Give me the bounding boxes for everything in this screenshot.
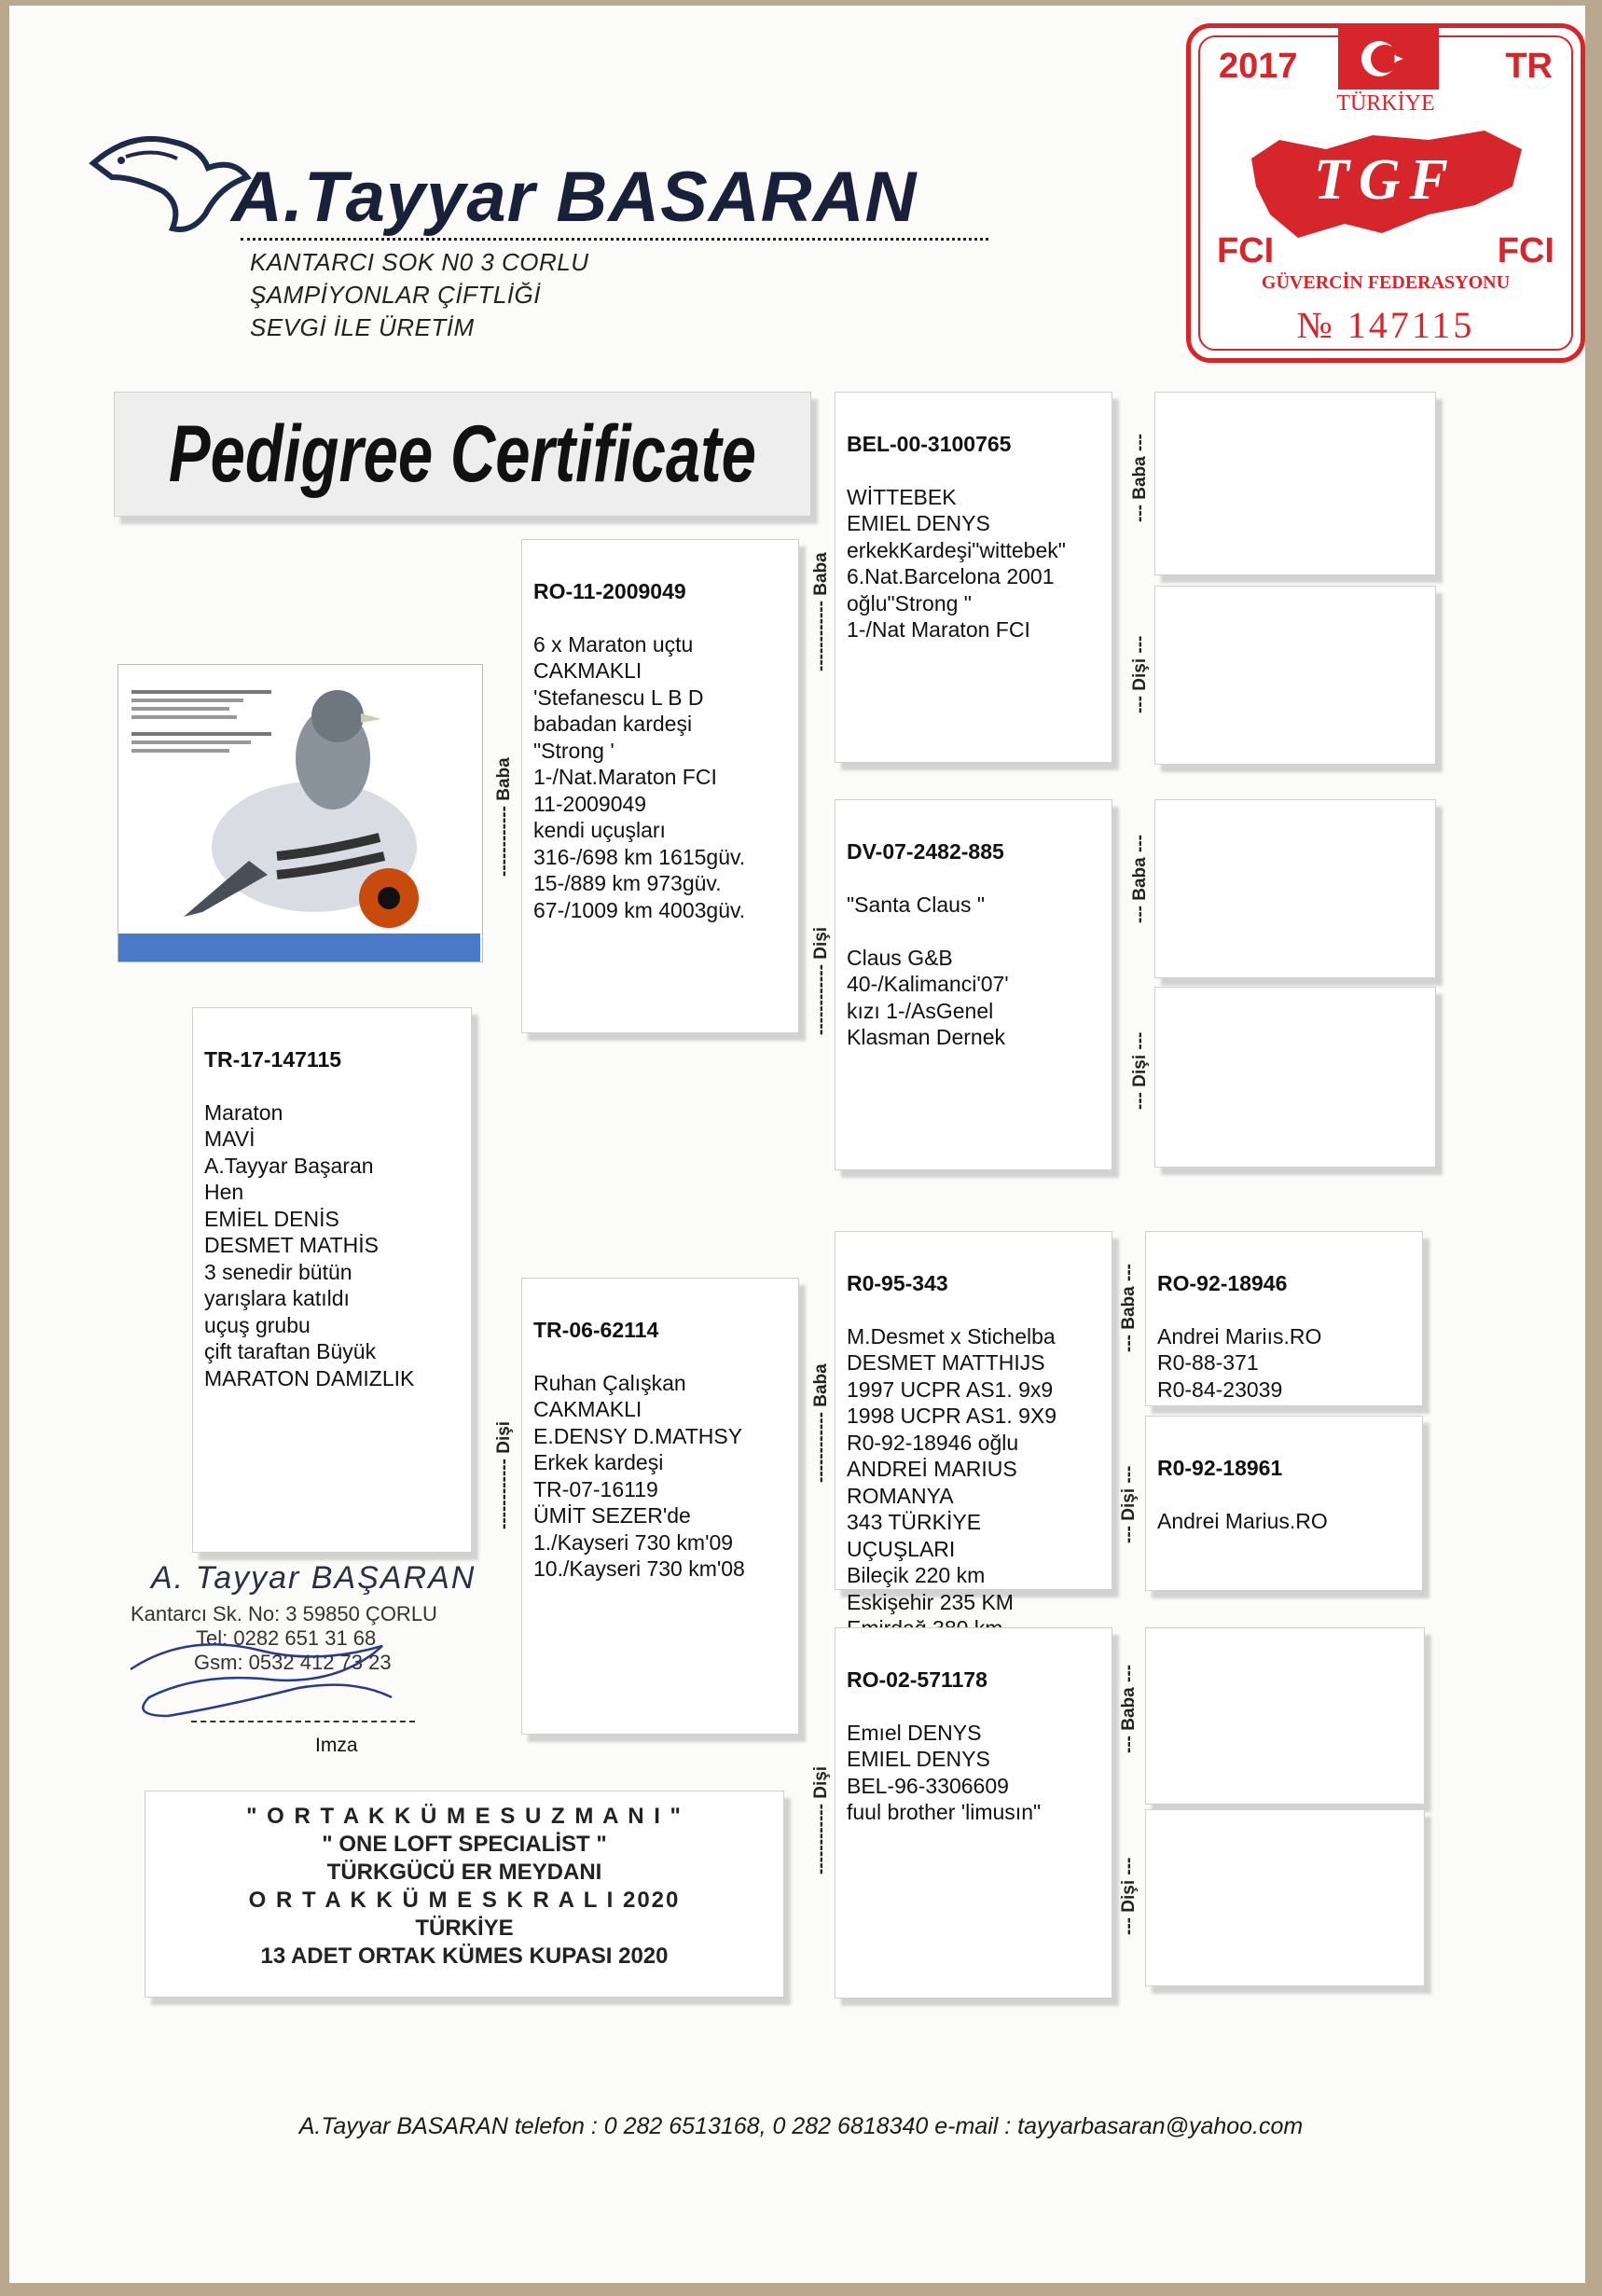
ggp-4-card <box>1154 987 1436 1168</box>
gp-sire-sire-card <box>835 392 1112 763</box>
stamp-country-code: TR <box>1505 47 1553 86</box>
sire-label: ------------ Baba <box>494 757 514 877</box>
signature-gsm: Gsm: 0532 412 73 23 <box>194 1651 392 1674</box>
ggp-4-label: --- Dişi --- <box>1130 1031 1150 1110</box>
signature-name: A. Tayyar BAŞARAN <box>151 1560 476 1596</box>
brand-divider <box>241 238 988 241</box>
stamp-org-short: TGF <box>1314 148 1457 212</box>
page-title: Pedigree Certificate <box>168 408 757 499</box>
ggp-8-card <box>1145 1809 1425 1986</box>
gp-dam-sire-id: R0-95-343 <box>847 1270 948 1295</box>
ggp-5-label: --- Baba --- <box>1119 1264 1139 1352</box>
signature-label: Imza <box>315 1735 358 1756</box>
gp-sire-dam-id: DV-07-2482-885 <box>847 838 1004 864</box>
specialist-line: TÜRKGÜCÜ ER MEYDANI <box>326 1860 602 1885</box>
gp-sire-sire-id: BEL-00-3100765 <box>847 431 1012 456</box>
dam-label: ------------ Dişi <box>494 1420 514 1529</box>
ggp-6-details: Andrei Marius.RO <box>1157 1508 1328 1533</box>
stamp-org-name: GÜVERCİN FEDERASYONU <box>1261 272 1511 293</box>
ggp-1-card <box>1154 392 1436 575</box>
brand-address <box>250 246 589 344</box>
brand-line: SEVGİ İLE ÜRETİM <box>250 313 475 341</box>
ggp-3-label: --- Baba --- <box>1130 835 1150 923</box>
gp-dam-sire-label: ------------ Baba <box>811 1363 831 1483</box>
dam-card <box>521 1278 799 1735</box>
ggp-6-label: --- Dişi --- <box>1119 1465 1139 1543</box>
gp-dam-sire-card <box>835 1231 1112 1614</box>
stamp-year: 2017 <box>1219 47 1298 86</box>
ggp-2-card <box>1154 586 1436 765</box>
stamp-number: № 147115 <box>1296 304 1475 346</box>
specialist-line: TÜRKİYE <box>415 1916 514 1941</box>
specialist-line: O R T A K K Ü M E S K R A L I 2020 <box>248 1888 681 1913</box>
brand-line: ŞAMPİYONLAR ÇİFTLİĞİ <box>250 281 541 309</box>
sire-id: RO-11-2009049 <box>533 578 686 603</box>
gp-dam-dam-card <box>835 1627 1112 1999</box>
signature-tel: Tel: 0282 651 31 68 <box>196 1626 377 1650</box>
gp-dam-dam-label: ------------ Dişi <box>811 1765 831 1874</box>
stamp-country: TÜRKİYE <box>1336 91 1435 116</box>
ggp-6-id: R0-92-18961 <box>1157 1455 1283 1480</box>
gp-dam-dam-details: Emıel DENYS EMIEL DENYS BEL-96-3306609 fuul brother 'limusın" <box>847 1720 1042 1824</box>
tgf-stamp <box>1186 23 1585 363</box>
gp-sire-sire-details: WİTTEBEK EMIEL DENYS erkekKardeşi"wittebek" 6.Nat.Barcelona 2001 oğlu"Strong " 1-/Nat Maraton FCI <box>847 484 1066 642</box>
gp-sire-dam-details: "Santa Claus " Claus G&B 40-/Kalimanci'07' kızı 1-/AsGenel Klasman Dernek <box>847 892 1009 1049</box>
ggp-8-label: --- Dişi --- <box>1119 1857 1139 1935</box>
signature-line <box>191 1721 415 1722</box>
gp-dam-sire-details: M.Desmet x Stichelba DESMET MATTHIJS 1997 UCPR AS1. 9x9 1998 UCPR AS1. 9X9 R0-92-18946 oğlu ANDREİ MARIUS ROMANYA 343 TÜRKİYE UÇUŞLARI Bileçik 220 km Eskişehir 235 KM <box>847 1323 1057 1614</box>
photo-footer-band <box>118 934 480 961</box>
brand-line: KANTARCI SOK N0 3 CORLU <box>250 248 589 276</box>
signature-address: Kantarcı Sk. No: 3 59850 ÇORLU <box>131 1602 437 1625</box>
specialist-box <box>145 1791 784 1998</box>
bird-id: TR-17-147115 <box>204 1046 342 1072</box>
ggp-2-label: --- Dişi --- <box>1130 635 1150 713</box>
ggp-7-card <box>1145 1627 1425 1805</box>
dam-details: Ruhan Çalışkan CAKMAKLI E.DENSY D.MATHSY Erkek kardeşi TR-07-16119 ÜMİT SEZER'de 1./Kayseri 730 km'09 10./Kayseri 730 km'08 <box>533 1370 745 1581</box>
dam-id: TR-06-62114 <box>533 1317 659 1342</box>
brand-name: A.Tayyar BASARAN <box>231 158 918 237</box>
specialist-line: " O R T A K K Ü M E S U Z M A N I " <box>246 1804 683 1829</box>
ggp-1-label: --- Baba --- <box>1130 434 1150 522</box>
ggp-5-id: RO-92-18946 <box>1157 1270 1288 1295</box>
stamp-fci-left: FCI <box>1217 231 1275 270</box>
turkish-flag-icon <box>1338 28 1439 90</box>
specialist-line: 13 ADET ORTAK KÜMES KUPASI 2020 <box>260 1943 669 1969</box>
bird-details: Maraton MAVİ A.Tayyar Başaran Hen EMİEL DENİS DESMET MATHİS 3 senedir bütün yarışlara katıldı uçuş grubu çift taraftan Büyük MARATON DAMIZLIK <box>204 1100 415 1390</box>
handwritten-signature-icon <box>112 1623 410 1735</box>
sire-card <box>521 539 799 1033</box>
ggp-5-card <box>1145 1231 1423 1406</box>
sire-details: 6 x Maraton uçtu CAKMAKLI 'Stefanescu L B D babadan kardeşi "Strong ' 1-/Nat.Maraton FCI 11-2009049 kendi uçuşları 316-/698 km 1615güv. 15-/889 km 973güv. 67-/1009 km 4003güv. <box>533 631 746 922</box>
title-box <box>114 392 811 517</box>
stamp-fci-right: FCI <box>1497 231 1554 270</box>
pigeon-image-icon <box>165 674 445 945</box>
ggp-3-card <box>1154 799 1436 978</box>
bird-card <box>192 1007 472 1553</box>
ggp-7-label: --- Baba --- <box>1119 1665 1139 1753</box>
gp-sire-sire-label: ------------ Baba <box>811 552 831 671</box>
gp-sire-dam-card <box>835 799 1112 1170</box>
pigeon-photo-card <box>117 664 483 962</box>
ggp-5-details: Andrei Mariıs.RO R0-88-371 R0-84-23039 <box>1157 1323 1322 1402</box>
gp-sire-dam-label: ------------ Dişi <box>811 926 831 1035</box>
footer-contact: A.Tayyar BASARAN telefon : 0 282 6513168, 0 282 6818340 e-mail : tayyarbasaran@yahoo.com <box>298 2113 1304 2139</box>
gp-dam-dam-id: RO-02-571178 <box>847 1667 987 1692</box>
ggp-6-card <box>1145 1416 1423 1591</box>
specialist-line: " ONE LOFT SPECIALİST " <box>322 1832 607 1857</box>
